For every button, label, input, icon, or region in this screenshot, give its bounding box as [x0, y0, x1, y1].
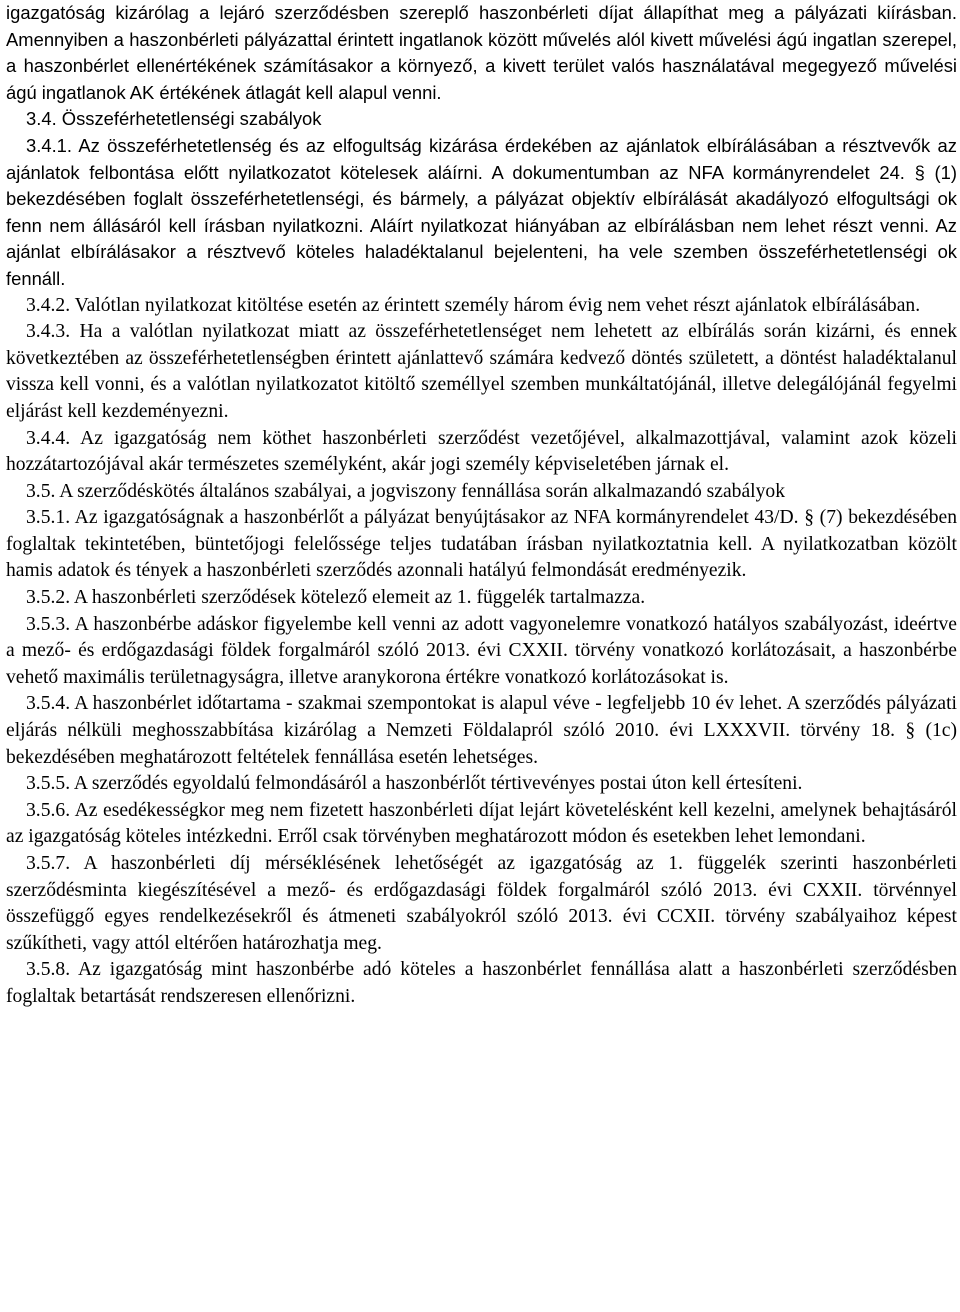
paragraph-3-5-7: 3.5.7. A haszonbérleti díj mérséklésének lehetőségét az igazgatóság az 1. függelék szerinti haszonbérleti szerződésminta kiegészítésével a mező- és erdőgazdasági földek forgalmáról szóló 2013. évi CXXII. törvénnyel összefüggő egyes rendelkezésekről és átmeneti szabályokról szóló 2013. évi CCXII. törvény szabályaihoz képest szűkítheti, vagy attól eltérően határozhatja meg.: [6, 853, 957, 954]
paragraph-3-4-4: 3.4.4. Az igazgatóság nem köthet haszonbérleti szerződést vezetőjével, alkalmazottjával, valamint azok közeli hozzátartozójával akár természetes személyként, akár jogi személy képviseletében járnak el.: [6, 427, 957, 476]
paragraph-3-5-5: 3.5.5. A szerződés egyoldalú felmondásáról a haszonbérlőt tértivevényes postai úton kell értesíteni.: [26, 773, 803, 795]
paragraph-3-5-2: 3.5.2. A haszonbérleti szerződések kötelező elemeit az 1. függelék tartalmazza.: [26, 587, 646, 609]
paragraph-3-5-3: 3.5.3. A haszonbérbe adáskor figyelembe kell venni az adott vagyonelemre vonatkozó hatályos szabályozást, ideértve a mező- és erdőgazdasági földek forgalmáról szóló 2013. évi CXXII. törvény vonatkozó korlátozásait, a haszonbérbe vehető maximális területnagyságra, illetve aranykorona értékre vonatkozó korlátozásokat is.: [6, 613, 957, 688]
paragraph-3-5-8: 3.5.8. Az igazgatóság mint haszonbérbe adó köteles a haszonbérlet fennállása alatt a haszonbérleti szerződésben foglaltak betartását rendszeresen ellenőrizni.: [6, 959, 957, 1007]
section-heading-3-5: 3.5. A szerződéskötés általános szabályai, a jogviszony fennállása során alkalmazandó szabályok: [26, 480, 785, 502]
paragraph-3-5-4: 3.5.4. A haszonbérlet időtartama - szakmai szempontokat is alapul véve - legfeljebb 10 év lehet. A szerződés pályázati eljárás nélküli meghosszabbítása kizárólag a Nemzeti Földalapról szóló 2010. évi LXXXVII. törvény 18. § (1c) bekezdésében meghatározott feltételek fennállása esetén lehetséges.: [6, 693, 957, 768]
document-page: [6, 0, 957, 1011]
paragraph-3-4-2: 3.4.2. Valótlan nyilatkozat kitöltése esetén az érintett személy három évig nem vehet részt ajánlatok elbírálásában.: [26, 294, 921, 316]
paragraph-3-4-1: 3.4.1. Az összeférhetetlenség és az elfogultság kizárása érdekében az ajánlatok elbírálásában a résztvevők az ajánlatok felbontása előtt nyilatkozatot kötelesek aláírni. A dokumentumban az NFA kormányrendelet 24. § (1) bekezdésében foglalt összeférhetetlenségi, és bármely, a pályázat objektív elbírálását akadályozó elfogultsági ok fenn nem állásáról kell írásban nyilatkozni. Aláírt nyilatkozat hiányában az elbírálásban nem lehet részt venni. Az ajánlat elbírálásakor a résztvevő köteles haladéktalanul bejelenteni, ha vele szemben összeférhetetlenségi ok fennáll.: [6, 134, 957, 289]
paragraph-intro: igazgatóság kizárólag a lejáró szerződésben szereplő haszonbérleti díjat állapíthat meg a pályázati kiírásban. Amennyiben a haszonbérleti pályázattal érintett ingatlanok között művelés alól kivett művelési ágú ingatlan szerepel, a haszonbérlet ellenértékének számításakor a környező, a kivett terület valós használatával megegyező művelési ágú ingatlanok AK értékének átlagát kell alapul venni.: [6, 2, 957, 103]
paragraph-3-5-1: 3.5.1. Az igazgatóságnak a haszonbérlőt a pályázat benyújtásakor az NFA kormányrendelet 43/D. § (7) bekezdésében foglaltak tekintetében, büntetőjogi felelőssége teljes tudatában írásban nyilatkoztatnia kell. A nyilatkozatban közölt hamis adatok és tények a haszonbérleti szerződés azonnali hatályú felmondását eredményezik.: [6, 507, 957, 582]
paragraph-3-4-3: 3.4.3. Ha a valótlan nyilatkozat miatt az összeférhetetlenséget nem lehetett az elbírálás során kizárni, és ennek következtében az összeférhetetlenségben érintett ajánlattevő számára kedvező döntés született, a döntést haladéktalanul vissza kell vonni, és a valótlan nyilatkozatot kitöltő személlyel szemben munkáltatójánál, illetve delegálójánál fegyelmi eljárást kell kezdeményezni.: [6, 321, 957, 422]
section-heading-3-4: 3.4. Összeférhetetlenségi szabályok: [26, 108, 322, 130]
paragraph-3-5-6: 3.5.6. Az esedékességkor meg nem fizetett haszonbérleti díjat lejárt követelésként kell kezelni, amelynek behajtásáról az igazgatóság köteles intézkedni. Erről csak törvényben meghatározott módon és esetekben lehet lemondani.: [6, 799, 957, 848]
